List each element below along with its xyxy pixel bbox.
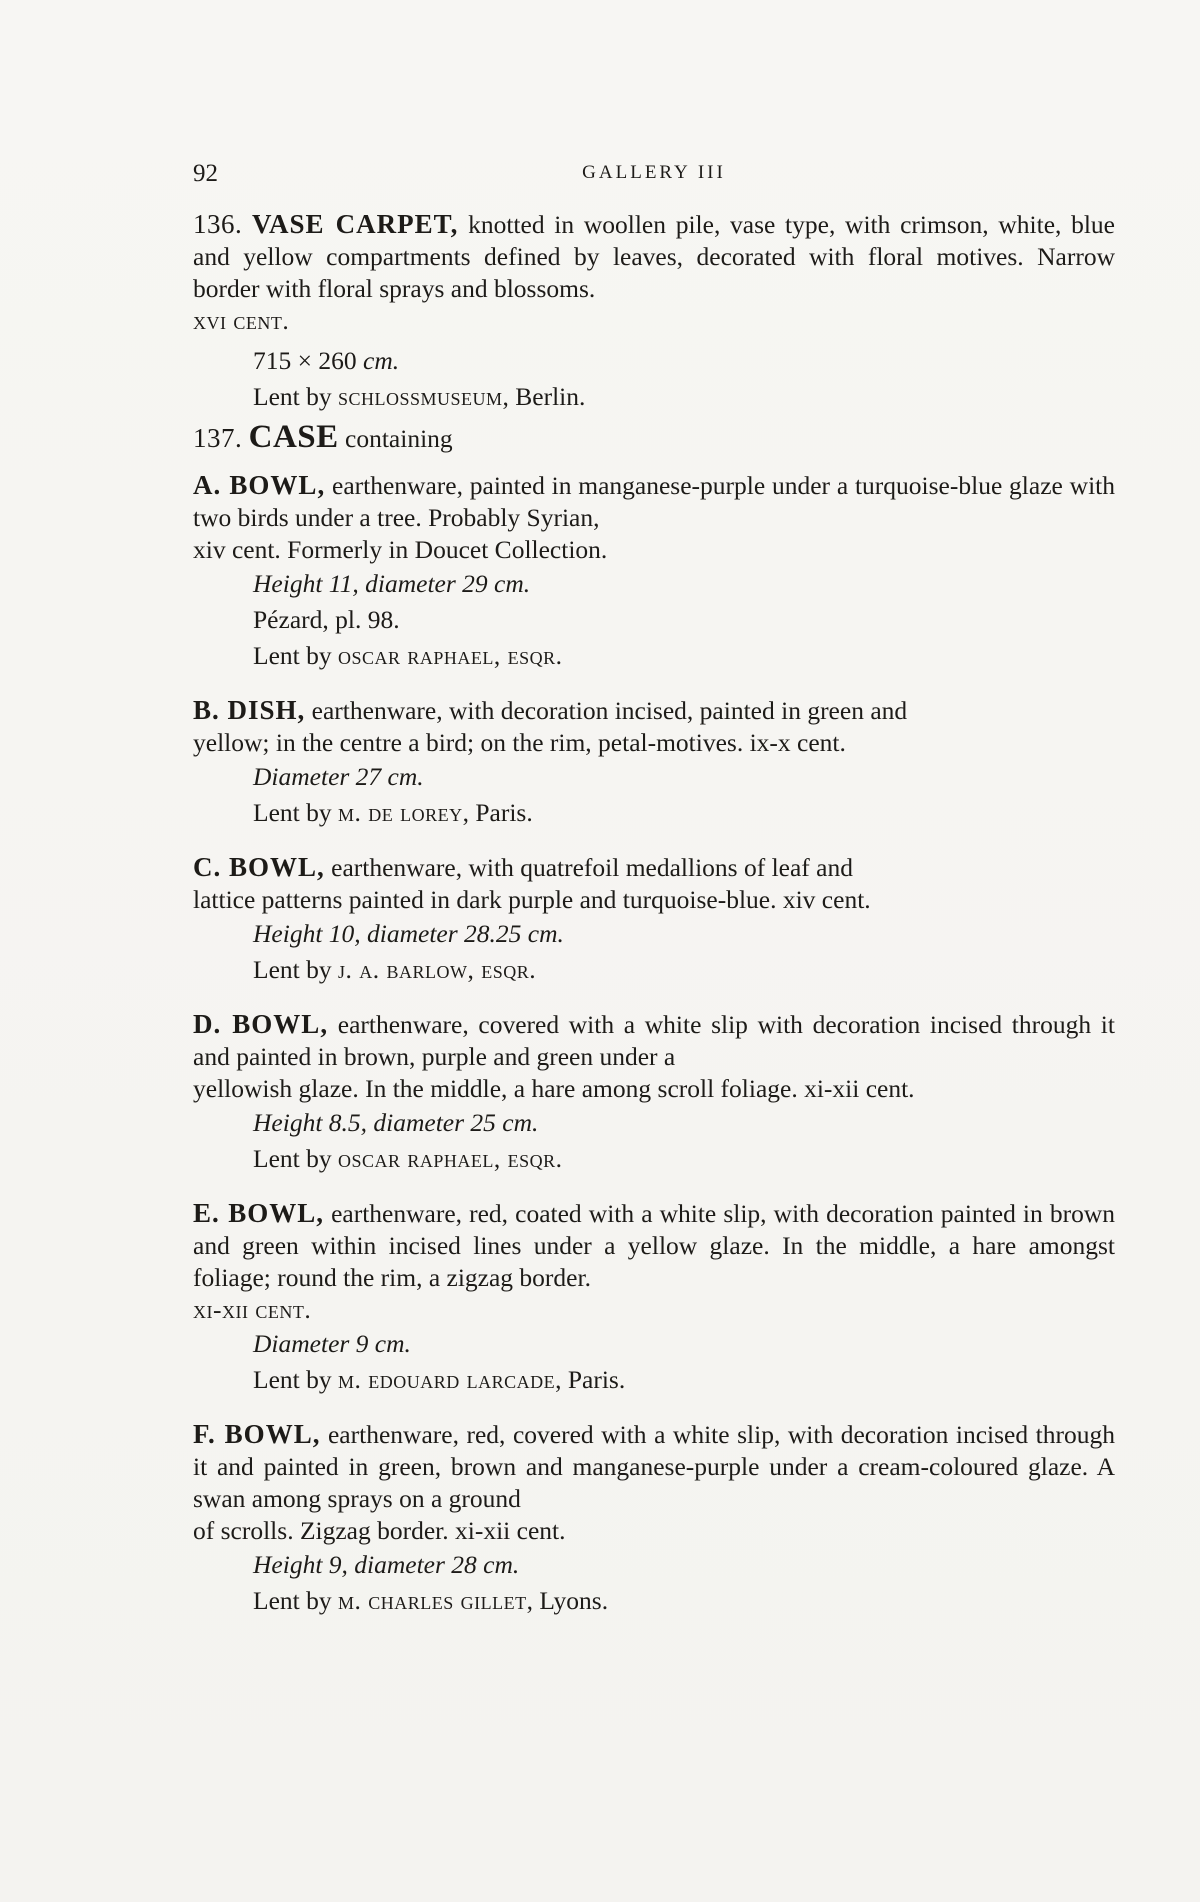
page-number: 92 bbox=[193, 160, 218, 187]
item-body: earthenware, painted in manganese-purple under a turquoise-blue glaze with two birds under a tree. Probably Syrian, bbox=[193, 471, 1115, 532]
lent-prefix: Lent by bbox=[253, 382, 338, 411]
item-label: A. BOWL, bbox=[193, 470, 326, 500]
item-last-line: yellowish glaze. In the middle, a hare among scroll foliage. xi-xii cent. bbox=[193, 1074, 915, 1103]
item-label: D. BOWL, bbox=[193, 1009, 329, 1039]
lender-place: , Lyons. bbox=[526, 1586, 609, 1615]
item-a bbox=[193, 469, 1115, 674]
item-last-line: lattice patterns painted in dark purple and turquoise-blue. xiv cent. bbox=[193, 885, 871, 914]
entry-137-heading bbox=[193, 421, 1115, 455]
lent-prefix: Lent by bbox=[253, 955, 338, 984]
item-f bbox=[193, 1418, 1115, 1619]
item-c-description bbox=[193, 851, 1115, 916]
item-label: F. BOWL, bbox=[193, 1419, 321, 1449]
item-c-measure: Height 10, diameter 28.25 cm. bbox=[253, 919, 564, 948]
item-label: E. BOWL, bbox=[193, 1198, 324, 1228]
lender-name: oscar raphael, esqr. bbox=[337, 641, 563, 670]
lender-name: m. charles gillet bbox=[337, 1586, 527, 1615]
item-b-lender bbox=[253, 795, 1115, 831]
catalogue-text bbox=[193, 208, 1115, 1619]
entry-136 bbox=[193, 208, 1115, 415]
item-a-reference: Pézard, pl. 98. bbox=[253, 605, 400, 634]
lender-name: schlossmuseum bbox=[337, 382, 503, 411]
item-d-description bbox=[193, 1008, 1115, 1105]
entry-title: CASE bbox=[248, 419, 339, 455]
item-d-lender bbox=[253, 1141, 1115, 1177]
item-last-line: of scrolls. Zigzag border. xi-xii cent. bbox=[193, 1516, 566, 1545]
item-body: earthenware, red, coated with a white slip, with decoration painted in brown and green within incised lines under a yellow glaze. In the middle, a hare amongst foliage; round the rim, a zigzag border. bbox=[193, 1199, 1115, 1292]
lender-name: m. edouard larcade bbox=[337, 1365, 556, 1394]
lent-prefix: Lent by bbox=[253, 1144, 338, 1173]
entry-136-dimensions bbox=[253, 343, 1115, 379]
item-e bbox=[193, 1197, 1115, 1398]
lent-prefix: Lent by bbox=[253, 1586, 338, 1615]
entry-date: xvi cent. bbox=[193, 306, 290, 335]
item-d bbox=[193, 1008, 1115, 1177]
item-e-measure: Diameter 9 cm. bbox=[253, 1329, 411, 1358]
item-last-line: xi-xii cent. bbox=[193, 1295, 312, 1324]
entry-suffix: containing bbox=[338, 424, 453, 453]
item-a-description bbox=[193, 469, 1115, 566]
item-last-line: yellow; in the centre a bird; on the rim, petal-motives. ix-x cent. bbox=[193, 728, 846, 757]
lender-name: m. de lorey bbox=[337, 798, 463, 827]
item-f-description bbox=[193, 1418, 1115, 1547]
entry-title: VASE CARPET, bbox=[251, 209, 459, 239]
item-label: B. DISH, bbox=[193, 695, 306, 725]
entry-136-description bbox=[193, 208, 1115, 337]
item-c bbox=[193, 851, 1115, 988]
lender-name: oscar raphael, esqr. bbox=[337, 1144, 563, 1173]
lent-prefix: Lent by bbox=[253, 641, 338, 670]
item-c-lender bbox=[253, 952, 1115, 988]
item-a-lender bbox=[253, 638, 1115, 674]
entry-number: 136. bbox=[193, 209, 243, 239]
item-e-lender bbox=[253, 1362, 1115, 1398]
running-head: GALLERY III bbox=[582, 162, 726, 183]
lender-place: , Paris. bbox=[555, 1365, 626, 1394]
lent-prefix: Lent by bbox=[253, 1365, 338, 1394]
dimensions-unit: cm. bbox=[363, 346, 400, 375]
item-b-measure: Diameter 27 cm. bbox=[253, 762, 424, 791]
item-label: C. BOWL, bbox=[193, 852, 325, 882]
lender-place: , Berlin. bbox=[502, 382, 586, 411]
entry-number: 137. bbox=[193, 423, 243, 453]
entry-136-lender bbox=[253, 379, 1115, 415]
item-last-line: xiv cent. Formerly in Doucet Collection. bbox=[193, 535, 608, 564]
item-f-lender bbox=[253, 1583, 1115, 1619]
item-body: earthenware, with decoration incised, painted in green and bbox=[305, 696, 908, 725]
item-d-measure: Height 8.5, diameter 25 cm. bbox=[253, 1108, 539, 1137]
dimensions-value: 715 × 260 bbox=[253, 346, 357, 375]
page-header bbox=[193, 160, 1115, 200]
entry-body: knotted in woollen pile, vase type, with crimson, white, blue and yellow compartments defined by leaves, decorated with floral motives. Narrow border with floral sprays and blossoms. bbox=[193, 210, 1116, 303]
item-body: earthenware, with quatrefoil medallions of leaf and bbox=[324, 853, 853, 882]
item-e-description bbox=[193, 1197, 1115, 1326]
lender-name: j. a. barlow, esqr. bbox=[337, 955, 537, 984]
lender-place: , Paris. bbox=[462, 798, 533, 827]
item-f-measure: Height 9, diameter 28 cm. bbox=[253, 1550, 520, 1579]
item-body: earthenware, covered with a white slip with decoration incised through it and painted in brown, purple and green under a bbox=[193, 1010, 1115, 1071]
lent-prefix: Lent by bbox=[253, 798, 338, 827]
item-a-measure: Height 11, diameter 29 cm. bbox=[253, 569, 531, 598]
item-b-description bbox=[193, 694, 1115, 759]
item-b bbox=[193, 694, 1115, 831]
item-body: earthenware, red, covered with a white slip, with decoration incised through it and painted in green, brown and manganese-purple under a cream-coloured glaze. A swan among sprays on a ground bbox=[193, 1420, 1115, 1513]
